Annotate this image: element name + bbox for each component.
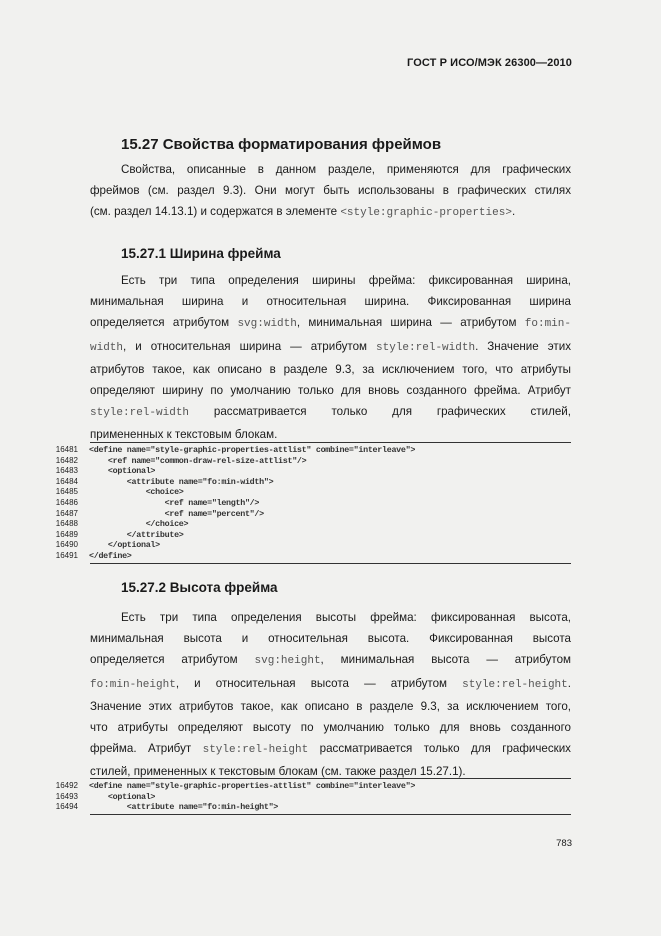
line-number: 16483 <box>55 466 78 476</box>
text-fragment: . <box>567 676 571 690</box>
code-text: <ref name="percent"/> <box>89 508 264 519</box>
line-number: 16490 <box>55 540 78 550</box>
line-number: 16482 <box>55 455 78 465</box>
code-line <box>48 792 571 803</box>
code-rule-top <box>90 778 571 779</box>
line-number: 16484 <box>55 476 78 486</box>
code-rule-top <box>90 442 571 443</box>
code-text: </attribute> <box>89 529 184 540</box>
text-line <box>90 649 571 672</box>
inline-code: svg:height <box>254 655 321 668</box>
code-text: <attribute name="fo:min-width"> <box>89 476 274 487</box>
text-fragment: что атрибуты определяют высоту по умолчанию только для вновь созданного <box>90 721 571 735</box>
text-line <box>90 159 571 180</box>
text-line <box>90 180 571 201</box>
line-number: 16485 <box>55 487 78 497</box>
line-number: 16492 <box>55 781 78 790</box>
inline-code: fo:min-height <box>90 678 176 691</box>
line-number: 16487 <box>55 508 78 518</box>
code-listing-height <box>48 778 571 815</box>
code-text: <define name="style-graphic-properties-attlist" combine="interleave"> <box>89 781 416 791</box>
code-line <box>48 551 571 562</box>
standard-header: ГОСТ Р ИСО/МЭК 26300—2010 <box>407 57 572 69</box>
text-fragment: определяется атрибутом <box>90 316 238 330</box>
code-line <box>48 498 571 509</box>
line-number: 16489 <box>55 529 78 539</box>
code-listing-width <box>48 442 571 564</box>
code-text: </optional> <box>89 540 160 551</box>
code-text: <ref name="length"/> <box>89 497 260 508</box>
code-line <box>48 781 571 792</box>
text-fragment: Есть три типа определения высоты фрейма: фиксированная высота, <box>121 611 571 624</box>
code-text: <attribute name="fo:min-height"> <box>89 802 279 813</box>
inline-code: fo:min- <box>524 318 571 331</box>
line-number: 16481 <box>55 445 78 454</box>
intro-paragraph <box>90 159 571 225</box>
height-paragraph <box>90 607 571 783</box>
line-number: 16493 <box>55 791 78 801</box>
text-fragment: . Значение этих <box>475 339 571 353</box>
code-line <box>48 445 571 456</box>
text-fragment: определяют ширину по умолчанию только для вновь созданного фрейма. Атрибут <box>90 384 571 398</box>
line-number: 16491 <box>55 550 78 560</box>
text-fragment: атрибутов такое, как описано в разделе 9.3, за исключением того, что атрибуты <box>90 362 571 376</box>
code-line <box>48 487 571 498</box>
code-text: <optional> <box>89 466 156 477</box>
code-line <box>48 509 571 520</box>
text-line <box>90 673 571 696</box>
code-line <box>48 540 571 551</box>
text-fragment: Свойства, описанные в данном разделе, применяются для графических <box>121 163 571 176</box>
code-line <box>48 477 571 488</box>
text-fragment: , минимальная высота — атрибутом <box>320 653 571 667</box>
text-line <box>90 380 571 401</box>
text-fragment: рассматривается только для графических стилей, <box>189 405 571 419</box>
inline-code: width <box>90 341 124 354</box>
code-text: <ref name="common-draw-rel-size-attlist"/> <box>89 455 307 466</box>
inline-code: style:rel-height <box>462 678 568 691</box>
text-line <box>90 738 571 761</box>
subsection-width-title: 15.27.1 Ширина фрейма <box>121 246 281 261</box>
text-fragment: примененных к текстовым блокам. <box>90 428 278 442</box>
inline-code: style:rel-width <box>90 407 190 420</box>
code-rule-bottom <box>90 814 571 815</box>
text-line <box>90 270 571 291</box>
text-fragment: определяется атрибутом <box>90 653 255 667</box>
code-rule-bottom <box>90 563 571 564</box>
text-fragment: , минимальная ширина — атрибутом <box>296 316 525 330</box>
text-fragment: стилей, примененных к текстовым блокам (см. также раздел 15.27.1). <box>90 765 466 779</box>
text-line <box>90 312 571 335</box>
text-line <box>90 717 571 738</box>
text-line <box>90 607 571 628</box>
text-line <box>90 628 571 649</box>
code-text: </define> <box>89 550 132 561</box>
line-number: 16494 <box>55 802 78 812</box>
text-fragment: , и относительная высота — атрибутом <box>175 676 463 690</box>
inline-code: style:rel-width <box>376 341 476 354</box>
text-fragment: фрейма. Атрибут <box>90 742 203 756</box>
inline-code: style:rel-height <box>202 744 309 757</box>
inline-code: svg:width <box>237 318 297 331</box>
line-number: 16486 <box>55 497 78 507</box>
text-fragment: , и относительная ширина — атрибутом <box>123 339 377 353</box>
text-line <box>90 336 571 359</box>
text-line <box>90 201 571 224</box>
code-text: <choice> <box>89 487 184 498</box>
text-line <box>90 696 571 717</box>
width-paragraph <box>90 270 571 446</box>
text-fragment: минимальная высота и относительная высота. Фиксированная высота <box>90 632 571 646</box>
text-line <box>90 291 571 312</box>
text-line <box>90 401 571 424</box>
page-number: 783 <box>556 838 572 849</box>
code-text: </choice> <box>89 519 189 530</box>
text-line <box>90 359 571 380</box>
text-fragment: фреймов (см. раздел 9.3). Они могут быть использованы в графических стилях <box>90 184 571 198</box>
code-line <box>48 456 571 467</box>
subsection-height-title: 15.27.2 Высота фрейма <box>121 580 278 595</box>
text-fragment: рассматривается только для графических <box>308 742 571 756</box>
code-text: <define name="style-graphic-properties-attlist" combine="interleave"> <box>89 445 416 455</box>
text-fragment: Есть три типа определения ширины фрейма: фиксированная ширина, <box>121 274 571 287</box>
section-title: 15.27 Свойства форматирования фреймов <box>121 136 442 153</box>
text-fragment: минимальная ширина и относительная ширина. Фиксированная ширина <box>90 295 571 309</box>
code-line <box>48 802 571 813</box>
line-number: 16488 <box>55 519 78 529</box>
code-line <box>48 530 571 541</box>
code-line <box>48 466 571 477</box>
text-fragment: (см. раздел 14.13.1) и содержатся в элементе <box>90 205 341 219</box>
text-fragment: Значение этих атрибутов такое, как описано в разделе 9.3, за исключением того, <box>90 699 571 713</box>
inline-code: <style:graphic-properties> <box>340 207 512 220</box>
code-line <box>48 519 571 530</box>
text-fragment: . <box>511 205 516 219</box>
code-text: <optional> <box>89 791 156 802</box>
